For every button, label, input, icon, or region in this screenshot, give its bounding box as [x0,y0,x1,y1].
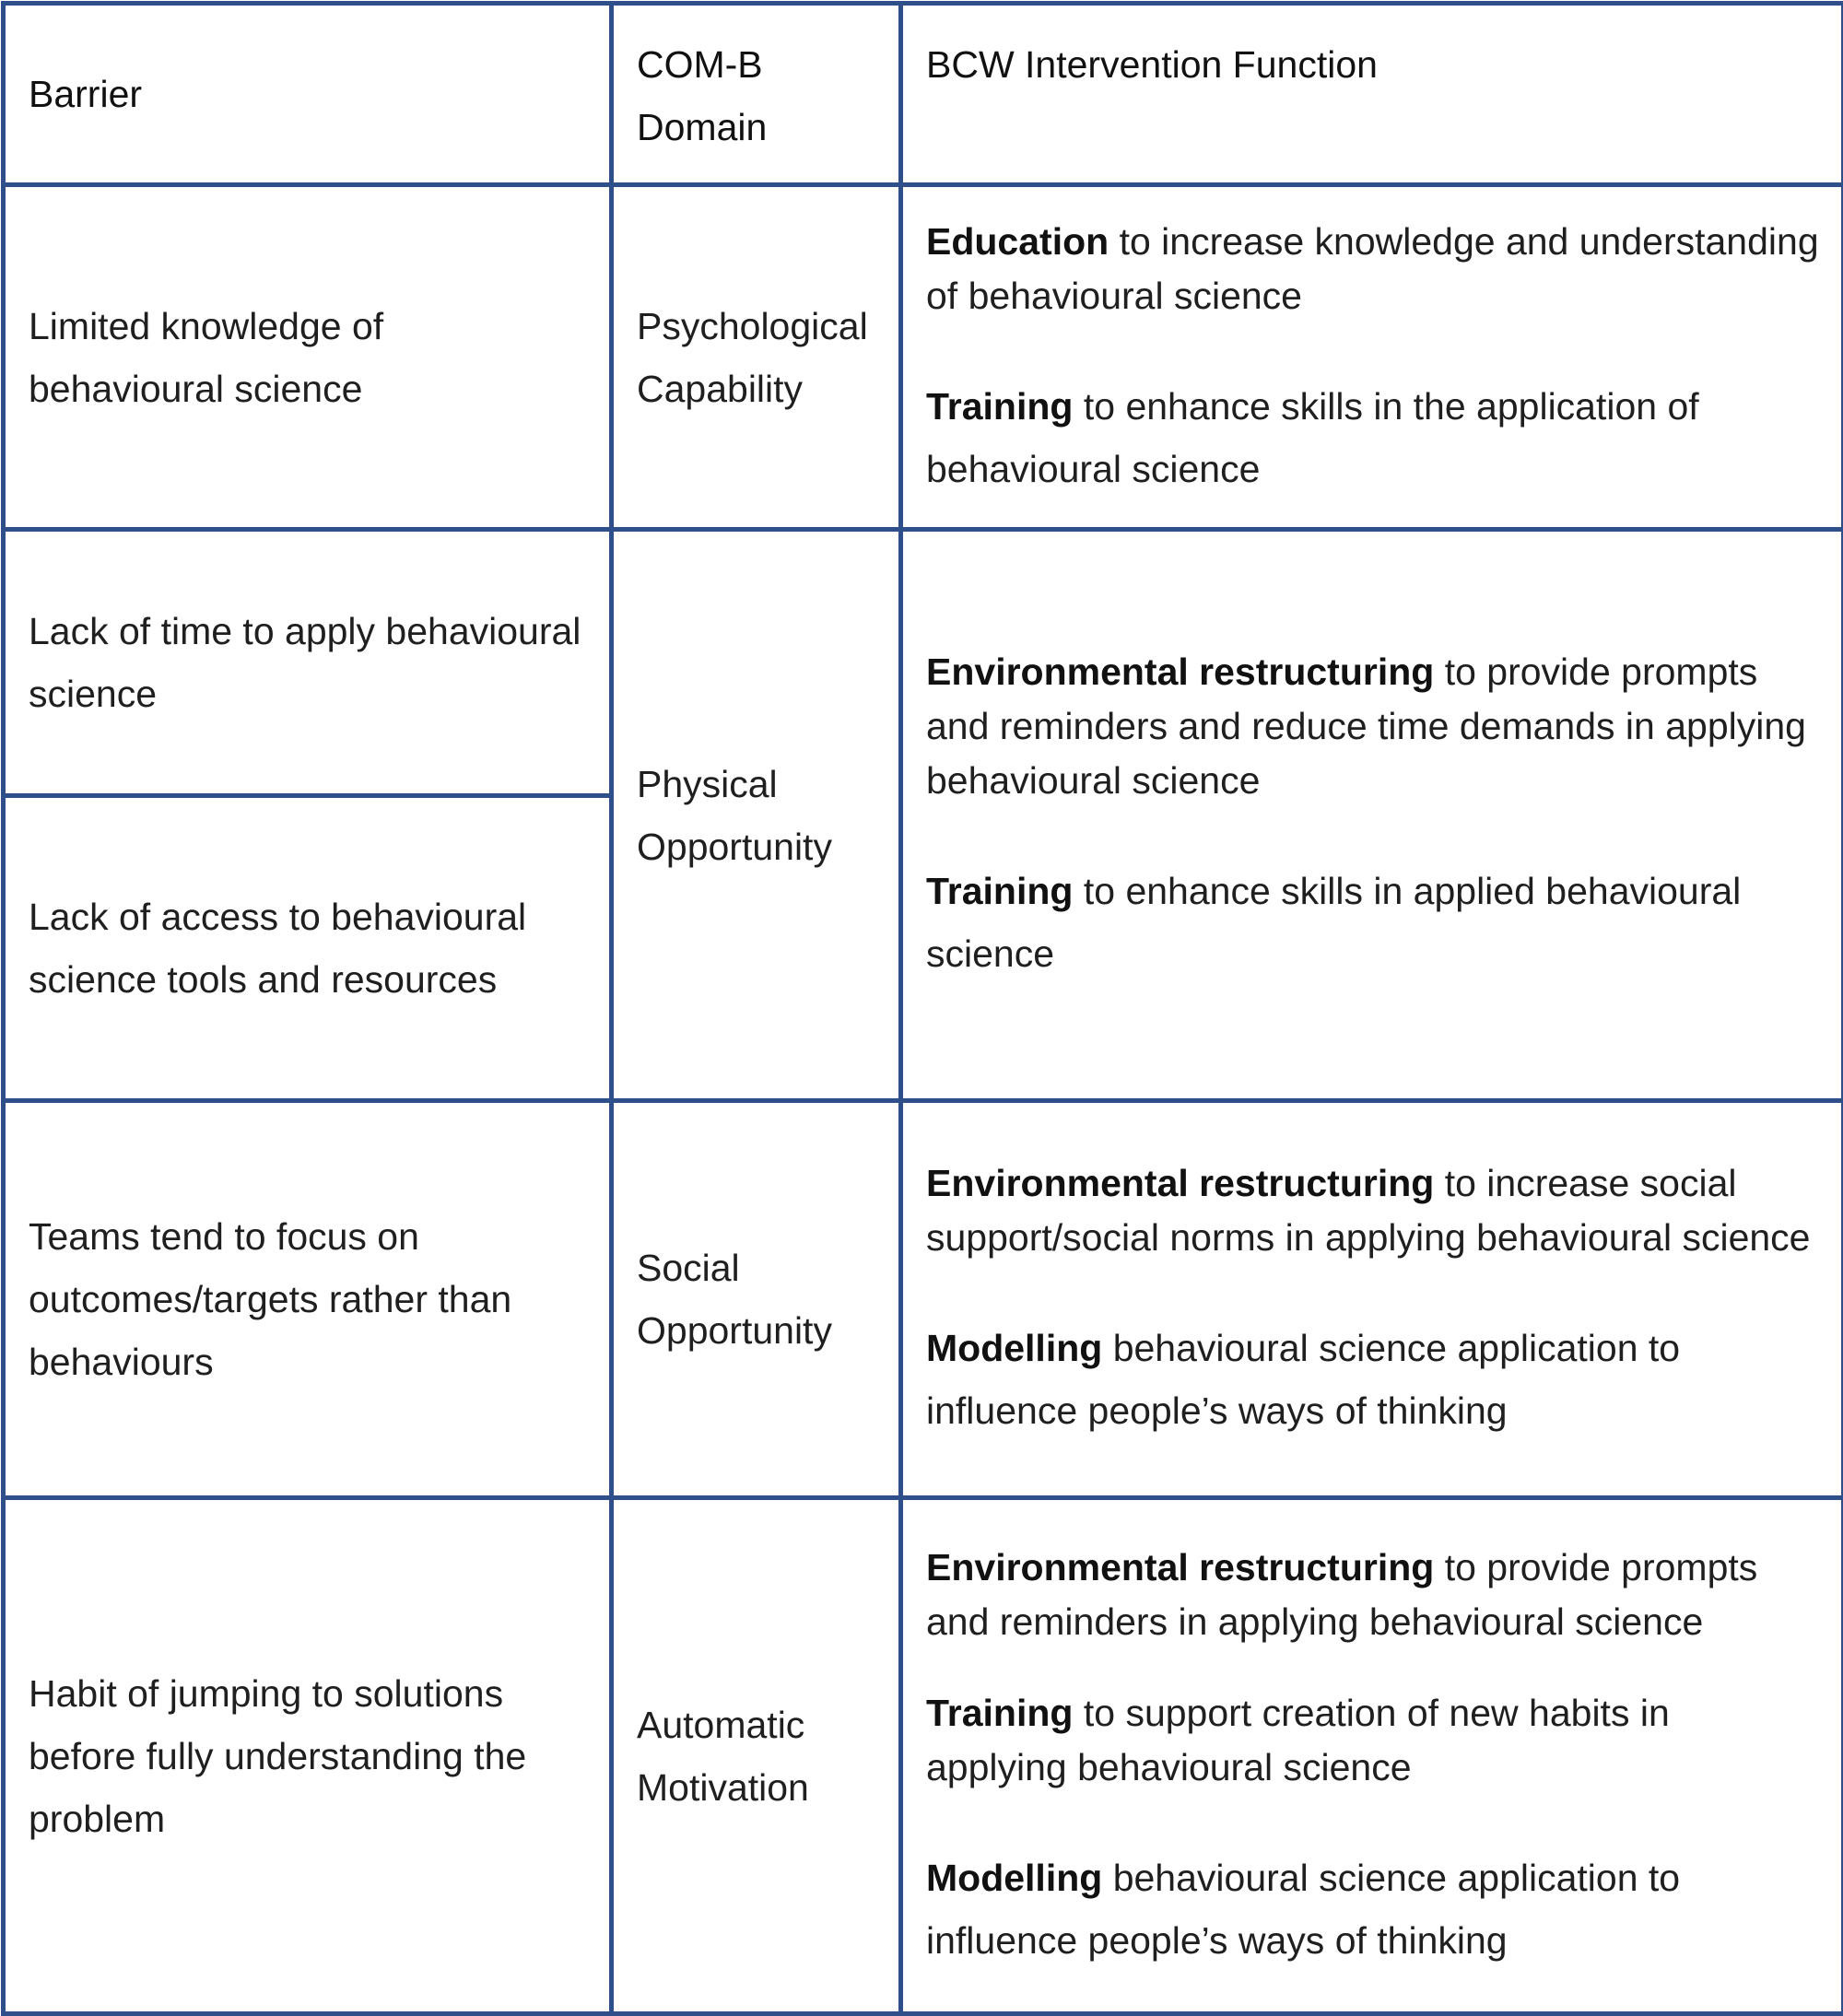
intervention-keyword: Modelling [926,1857,1102,1899]
intervention-item [926,645,1819,808]
barrier-cell: Lack of time to apply behavioural science [4,530,612,796]
intervention-item [926,1686,1819,1795]
intervention-keyword: Environmental restructuring [926,1162,1434,1204]
intervention-keyword: Education [926,220,1109,263]
intervention-item [926,860,1819,985]
intervention-text: to provide prompts and reminders in applying behavioural science [926,1546,1757,1643]
intervention-item [926,1317,1819,1442]
intervention-text: to provide prompts and reminders and reduce time demands in applying behavioural science [926,651,1806,802]
intervention-text: to enhance skills in the application of behavioural science [926,385,1699,490]
intervention-item [926,1846,1819,1972]
function-cell [901,1101,1843,1498]
intervention-text: to increase knowledge and understanding of behavioural science [926,220,1819,317]
intervention-text: to enhance skills in applied behavioural science [926,870,1741,975]
domain-cell: Physical Opportunity [612,530,901,1101]
table-row [4,185,1843,530]
intervention-keyword: Modelling [926,1327,1102,1369]
intervention-item [926,215,1819,323]
function-cell [901,1498,1843,2014]
function-cell [901,185,1843,530]
intervention-keyword: Training [926,385,1073,428]
intervention-keyword: Training [926,870,1073,912]
domain-cell: Automatic Motivation [612,1498,901,2014]
barrier-cell: Limited knowledge of behavioural science [4,185,612,530]
barrier-cell: Habit of jumping to solutions before fully understanding the problem [4,1498,612,2014]
intervention-item [926,375,1819,500]
barrier-intervention-table [1,1,1843,2016]
function-cell [901,530,1843,1101]
header-comb-domain: COM-B Domain [612,4,901,185]
domain-cell: Psychological Capability [612,185,901,530]
intervention-keyword: Environmental restructuring [926,1546,1434,1588]
table-header-row [4,4,1843,185]
barrier-cell: Teams tend to focus on outcomes/targets rather than behaviours [4,1101,612,1498]
intervention-item [926,1541,1819,1649]
intervention-text: to support creation of new habits in applying behavioural science [926,1692,1670,1788]
header-bcw-function: BCW Intervention Function [901,4,1843,185]
domain-cell: Social Opportunity [612,1101,901,1498]
table-row [4,1101,1843,1498]
table-row [4,1498,1843,2014]
intervention-text: behavioural science application to influence people’s ways of thinking [926,1327,1680,1432]
intervention-keyword: Training [926,1692,1073,1734]
intervention-keyword: Environmental restructuring [926,651,1434,693]
intervention-text: behavioural science application to influence people’s ways of thinking [926,1857,1680,1962]
intervention-text: to increase social support/social norms in applying behavioural science [926,1162,1810,1259]
table-row [4,530,1843,796]
intervention-item [926,1156,1819,1265]
barrier-cell: Lack of access to behavioural science tools and resources [4,796,612,1101]
header-barrier: Barrier [4,4,612,185]
